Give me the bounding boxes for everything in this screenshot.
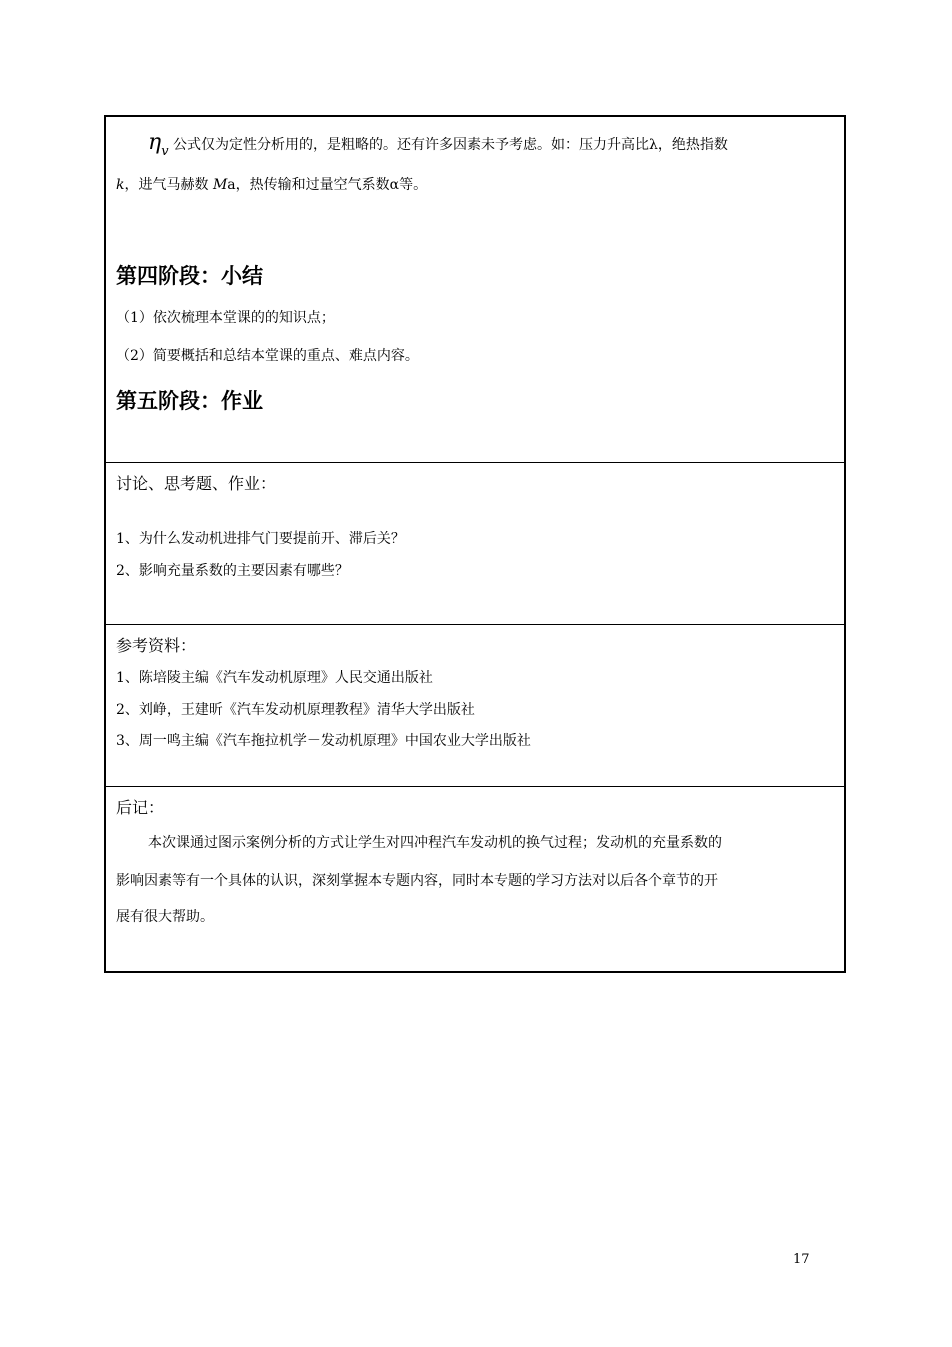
stage4-item-1: （1）依次梳理本堂课的的知识点； — [116, 310, 335, 326]
section-summary — [106, 117, 844, 463]
reference-item-2: 2、刘峥，王建昕《汽车发动机原理教程》清华大学出版社 — [116, 702, 475, 718]
formula-note-line2: k，进气马赫数 Ma，热传输和过量空气系数α等。 — [116, 177, 428, 193]
discussion-item-2: 2、影响充量系数的主要因素有哪些？ — [116, 563, 349, 579]
section-references — [106, 625, 844, 787]
reference-item-3: 3、周一鸣主编《汽车拖拉机学－发动机原理》中国农业大学出版社 — [116, 733, 531, 749]
stage4-heading: 第四阶段：小结 — [116, 264, 263, 288]
eta-symbol: $\eta_v$ — [148, 130, 169, 159]
section-discussion — [106, 463, 844, 625]
afterword-line-3: 展有很大帮助。 — [116, 909, 214, 925]
content-table — [104, 115, 846, 973]
page-number: 17 — [793, 1252, 810, 1267]
stage5-heading: 第五阶段：作业 — [116, 389, 263, 413]
reference-item-1: 1、陈培陵主编《汽车发动机原理》人民交通出版社 — [116, 670, 433, 686]
section-afterword — [106, 787, 844, 973]
references-title: 参考资料： — [116, 636, 197, 655]
stage4-item-2: （2）简要概括和总结本堂课的重点、难点内容。 — [116, 348, 419, 364]
afterword-title: 后记： — [116, 798, 165, 817]
discussion-item-1: 1、为什么发动机进排气门要提前开、滞后关？ — [116, 531, 405, 547]
formula-note-line1: $\eta_v$ 公式仅为定性分析用的，是粗略的。还有许多因素未予考虑。如：压力升高比λ，绝热指数 — [148, 130, 728, 159]
afterword-line-2: 影响因素等有一个具体的认识，深刻掌握本专题内容，同时本专题的学习方法对以后各个章节的开 — [116, 873, 718, 889]
discussion-title: 讨论、思考题、作业： — [116, 474, 277, 493]
afterword-line-1: 本次课通过图示案例分析的方式让学生对四冲程汽车发动机的换气过程；发动机的充量系数的 — [148, 835, 722, 851]
